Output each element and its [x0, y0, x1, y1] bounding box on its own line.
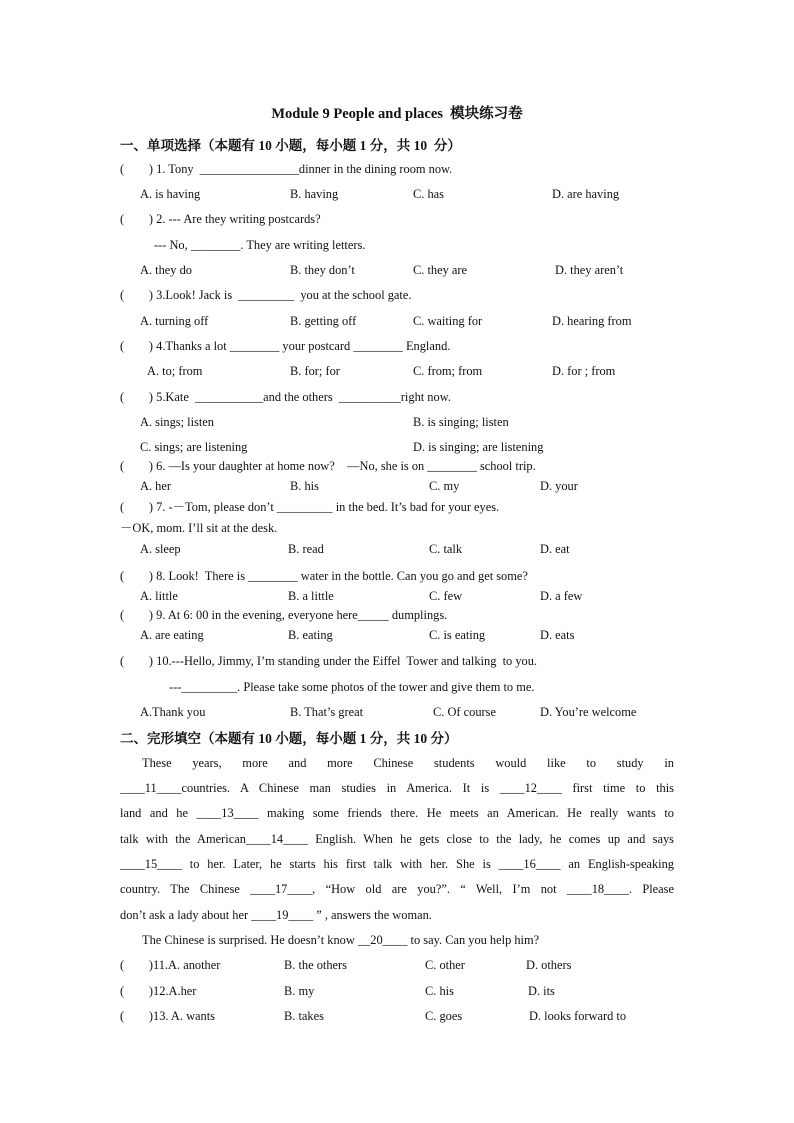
q6-option-a: A. her: [140, 479, 171, 493]
q12-option-c: C. his: [425, 984, 454, 998]
q8-option-a: A. little: [140, 589, 178, 603]
question-8-stem: ( ) 8. Look! There is ________ water in the bottle. Can you go and get some?: [120, 569, 528, 583]
q7-option-d: D. eat: [540, 542, 570, 556]
question-2-stem: ( ) 2. --- Are they writing postcards?: [120, 212, 321, 226]
q10-option-c: C. Of course: [433, 705, 496, 719]
q6-option-c: C. my: [429, 479, 460, 493]
q9-option-c: C. is eating: [429, 628, 486, 642]
passage-line-1: These years, more and more Chinese students would like to study in: [142, 756, 674, 770]
q5-option-a: A. sings; listen: [140, 415, 215, 429]
section-heading-cloze: 二、完形填空（本题有 10 小题，每小题 1 分，共 10 分）: [120, 731, 458, 746]
q4-option-c: C. from; from: [413, 364, 483, 378]
passage-line-6: country. The Chinese ____17____, “How old are you?”. “ Well, I’m not ____18____. Please: [120, 882, 674, 896]
q5-option-c: C. sings; are listening: [140, 440, 248, 454]
q2-option-c: C. they are: [413, 263, 468, 277]
q12-option-b: B. my: [284, 984, 315, 998]
q2-option-d: D. they aren’t: [555, 263, 624, 277]
q13-option-c: C. goes: [425, 1009, 463, 1023]
q3-option-a: A. turning off: [140, 314, 209, 328]
q13-option-b: B. takes: [284, 1009, 324, 1023]
q5-option-b: B. is singing; listen: [413, 415, 509, 429]
question-7-stem: ( ) 7. -－Tom, please don’t _________ in the bed. It’s bad for your eyes.: [120, 500, 500, 514]
q11-option-b: B. the others: [284, 958, 347, 972]
q9-option-d: D. eats: [540, 628, 575, 642]
question-12-stem: ( )12.A.her: [120, 984, 197, 998]
q1-option-c: C. has: [413, 187, 444, 201]
q2-option-b: B. they don’t: [290, 263, 355, 277]
q5-option-d: D. is singing; are listening: [413, 440, 544, 454]
question-7-reply: －OK, mom. I’ll sit at the desk.: [120, 521, 278, 535]
q6-option-d: D. your: [540, 479, 578, 493]
question-10-stem: ( ) 10.---Hello, Jimmy, I’m standing under the Eiffel Tower and talking to you.: [120, 654, 538, 668]
question-13-stem: ( )13. A. wants: [120, 1009, 215, 1023]
passage-line-4: talk with the American____14____ English. When he gets close to the lady, he comes up and says: [120, 832, 674, 846]
question-5-stem: ( ) 5.Kate ___________and the others __________right now.: [120, 390, 451, 404]
q7-option-b: B. read: [288, 542, 324, 556]
passage-line-7: don’t ask a lady about her ____19____ ” , answers the woman.: [120, 908, 432, 922]
question-4-stem: ( ) 4.Thanks a lot ________ your postcard ________ England.: [120, 339, 451, 353]
passage-line-8: The Chinese is surprised. He doesn’t know __20____ to say. Can you help him?: [142, 933, 540, 947]
q8-option-c: C. few: [429, 589, 463, 603]
section-heading-multiple-choice: 一、单项选择（本题有 10 小题，每小题 1 分，共 10 分）: [120, 138, 461, 153]
q1-option-d: D. are having: [552, 187, 620, 201]
q1-option-a: A. is having: [140, 187, 201, 201]
q8-option-d: D. a few: [540, 589, 583, 603]
q1-option-b: B. having: [290, 187, 339, 201]
q13-option-d: D. looks forward to: [529, 1009, 627, 1023]
q10-option-d: D. You’re welcome: [540, 705, 637, 719]
question-10-reply: ---_________. Please take some photos of the tower and give them to me.: [169, 680, 535, 694]
q8-option-b: B. a little: [288, 589, 334, 603]
q3-option-d: D. hearing from: [552, 314, 632, 328]
question-3-stem: ( ) 3.Look! Jack is _________ you at the school gate.: [120, 288, 412, 302]
q2-option-a: A. they do: [140, 263, 192, 277]
q3-option-c: C. waiting for: [413, 314, 483, 328]
q12-option-d: D. its: [528, 984, 555, 998]
question-9-stem: ( ) 9. At 6: 00 in the evening, everyone here_____ dumplings.: [120, 608, 448, 622]
q7-option-a: A. sleep: [140, 542, 181, 556]
question-1-stem: ( ) 1. Tony ________________dinner in the dining room now.: [120, 162, 453, 176]
q6-option-b: B. his: [290, 479, 319, 493]
q4-option-d: D. for ; from: [552, 364, 616, 378]
question-11-stem: ( )11.A. another: [120, 958, 221, 972]
q11-option-d: D. others: [526, 958, 572, 972]
q9-option-a: A. are eating: [140, 628, 204, 642]
passage-line-5: ____15____ to her. Later, he starts his first talk with her. She is ____16____ an English-speaking: [120, 857, 674, 871]
q4-option-b: B. for; for: [290, 364, 340, 378]
q11-option-c: C. other: [425, 958, 465, 972]
page-title: Module 9 People and places 模块练习卷: [271, 106, 523, 122]
passage-line-2: ____11____countries. A Chinese man studies in America. It is ____12____ first time to this: [120, 781, 674, 795]
q9-option-b: B. eating: [288, 628, 333, 642]
q3-option-b: B. getting off: [290, 314, 357, 328]
question-6-stem: ( ) 6. —Is your daughter at home now? —No, she is on ________ school trip.: [120, 459, 536, 473]
q4-option-a: A. to; from: [147, 364, 203, 378]
q10-option-b: B. That’s great: [290, 705, 364, 719]
q10-option-a: A.Thank you: [140, 705, 206, 719]
passage-line-3: land and he ____13____ making some friends there. He meets an American. He really wants to: [120, 806, 674, 820]
question-2-reply: --- No, ________. They are writing letters.: [154, 238, 366, 252]
q7-option-c: C. talk: [429, 542, 463, 556]
